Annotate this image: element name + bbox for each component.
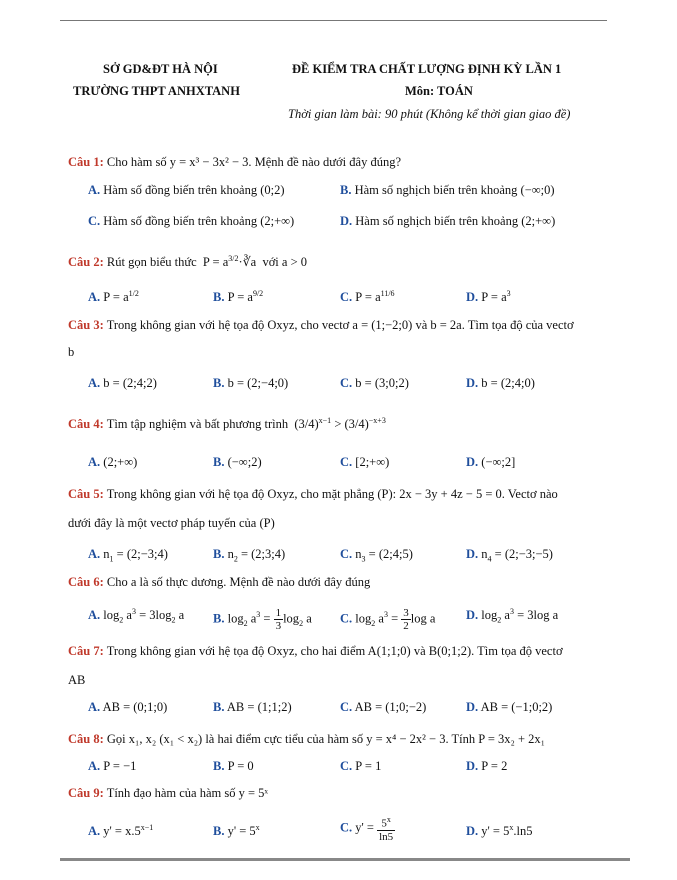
question-6: Câu 6: Cho a là số thực dương. Mệnh đề nào dưới đây đúng <box>68 575 371 589</box>
q2-option-c[interactable]: C. $P = a^{11/6}$ <box>340 289 395 305</box>
q4-option-a[interactable]: A. (2;+∞) <box>88 455 138 469</box>
question-3-line2: b <box>68 345 75 359</box>
q6-option-c[interactable]: C. $\log_2 a^3$ = $\frac{3}{2}$ log a <box>340 607 436 632</box>
q6-option-d[interactable]: D. $\log_2 a^3 = 3\log$ a <box>466 607 559 625</box>
q7-option-b[interactable]: B. AB = (1;1;2) <box>213 700 292 714</box>
q3-option-d[interactable]: D. b = (2;4;0) <box>466 376 535 390</box>
q1-text: Cho hàm số y = x³ − 3x² − 3. Mệnh đề nào dưới đây đúng? <box>106 155 401 169</box>
q3-option-a[interactable]: A. b = (2;4;2) <box>88 376 157 390</box>
q2-option-b[interactable]: B. $P = a^{9/2}$ <box>213 289 264 305</box>
question-2: Câu 2: Rút gọn biểu thức $P = a^{3/2}\cdot∛a$ với a > 0 <box>68 254 307 270</box>
q9-option-b[interactable]: B. $y' = 5^x$ <box>213 823 260 839</box>
q1-option-c[interactable]: C. Hàm số đồng biến trên khoảng (2;+∞) <box>88 214 295 228</box>
q4-option-d[interactable]: D. (−∞;2] <box>466 455 516 469</box>
q2-option-d[interactable]: D. $P = a^3$ <box>466 289 511 305</box>
exam-title: ĐỀ KIỂM TRA CHẤT LƯỢNG ĐỊNH KỲ LẦN 1 <box>292 62 562 76</box>
q9-option-c[interactable]: C. y' = $\frac{5^x}{\ln 5}$ <box>340 815 394 843</box>
school-name: TRƯỜNG THPT ANHXTANH <box>73 84 240 98</box>
dept-name: SỞ GD&ĐT HÀ NỘI <box>103 62 218 76</box>
q4-option-b[interactable]: B. (−∞;2) <box>213 455 262 469</box>
q9-option-a[interactable]: A. $y' = x.5^{x-1}$ <box>88 823 154 839</box>
q1-label: Câu 1: <box>68 155 104 169</box>
q7-option-c[interactable]: C. AB = (1;0;−2) <box>340 700 427 714</box>
q5-option-d[interactable]: D. $n_4$ = (2;−3;−5) <box>466 547 553 564</box>
question-1 <box>68 155 401 170</box>
q8-option-c[interactable]: C. P = 1 <box>340 759 382 773</box>
question-7-line2: AB <box>68 673 86 687</box>
question-9: Câu 9: Tính đạo hàm của hàm số y = 5ˣ <box>68 786 269 800</box>
q6-option-b[interactable]: B. $\log_2 a^3$ = $\frac{1}{3}$ $\log_2 a$ <box>213 607 312 632</box>
question-8: Câu 8: Gọi x₁, x₂ (x₁ < x₂) là hai điểm cực tiểu của hàm số y = x⁴ − 2x² − 3. Tính P = 3x₂ + 2x₁ <box>68 732 546 746</box>
q9-option-d[interactable]: D. $y' = 5^x.\ln 5$ <box>466 823 533 839</box>
question-5: Câu 5: Trong không gian với hệ tọa độ Oxyz, cho mặt phẳng (P): 2x − 3y + 4z − 5 = 0. Vectơ nào <box>68 487 558 501</box>
bottom-rule <box>60 858 630 861</box>
time-note: Thời gian làm bài: 90 phút (Không kể thời gian giao đề) <box>288 107 571 121</box>
q5-option-b[interactable]: B. $n_2$ = (2;3;4) <box>213 547 286 564</box>
question-4: Câu 4: Tìm tập nghiệm và bất phương trình $(3/4)^{x-1} > (3/4)^{-x+3}$ <box>68 416 386 432</box>
top-rule <box>60 20 607 21</box>
q3-option-c[interactable]: C. b = (3;0;2) <box>340 376 409 390</box>
q8-option-a[interactable]: A. P = −1 <box>88 759 137 773</box>
q3-option-b[interactable]: B. b = (2;−4;0) <box>213 376 289 390</box>
q5-option-c[interactable]: C. $n_3$ = (2;4;5) <box>340 547 413 564</box>
q4-option-c[interactable]: C. [2;+∞) <box>340 455 390 469</box>
q1-option-a[interactable]: A. Hàm số đồng biến trên khoảng (0;2) <box>88 183 285 197</box>
question-3: Câu 3: Trong không gian với hệ tọa độ Oxyz, cho vectơ a = (1;−2;0) và b = 2a. Tìm tọa độ của vectơ <box>68 318 574 332</box>
q5-option-a[interactable]: A. $n_1$ = (2;−3;4) <box>88 547 168 564</box>
subject: Môn: TOÁN <box>405 84 473 98</box>
q6-option-a[interactable]: A. $\log_2 a^3 = 3\log_2$ a <box>88 607 185 625</box>
q8-option-b[interactable]: B. P = 0 <box>213 759 254 773</box>
q1-option-b[interactable]: B. Hàm số nghịch biến trên khoảng (−∞;0) <box>340 183 555 197</box>
question-7: Câu 7: Trong không gian với hệ tọa độ Oxyz, cho hai điểm A(1;1;0) và B(0;1;2). Tìm tọa độ vectơ <box>68 644 563 658</box>
q7-option-a[interactable]: A. AB = (0;1;0) <box>88 700 168 714</box>
question-5-line2: dưới đây là một vectơ pháp tuyến của (P) <box>68 516 275 530</box>
q8-option-d[interactable]: D. P = 2 <box>466 759 508 773</box>
q1-option-d[interactable]: D. Hàm số nghịch biến trên khoảng (2;+∞) <box>340 214 556 228</box>
q2-option-a[interactable]: A. $P = a^{1/2}$ <box>88 289 139 305</box>
q7-option-d[interactable]: D. AB = (−1;0;2) <box>466 700 553 714</box>
